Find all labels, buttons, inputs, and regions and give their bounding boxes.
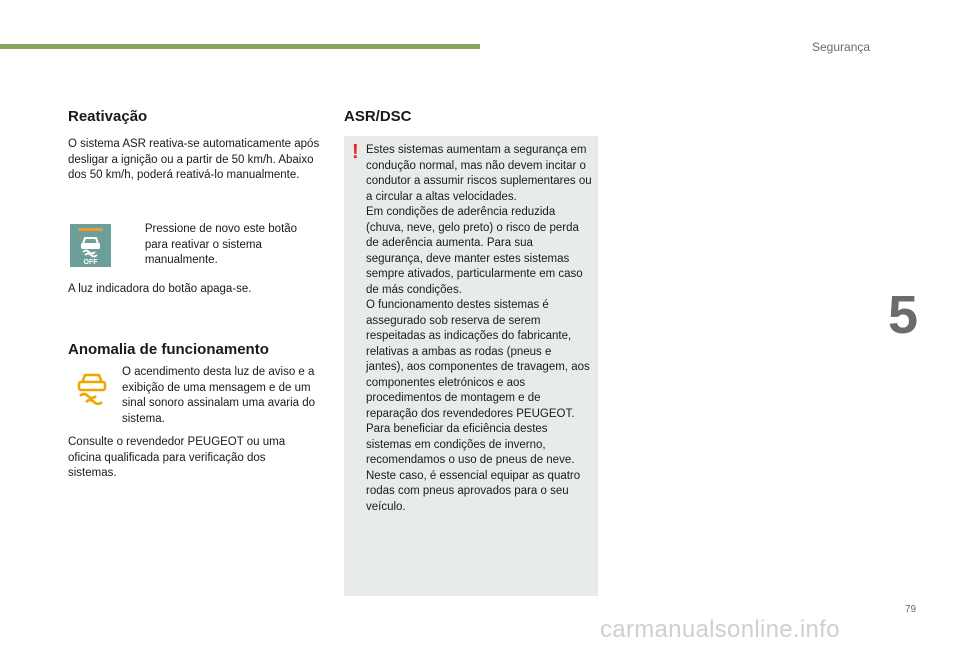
indicator-note: A luz indicadora do botão apaga-se.: [68, 283, 252, 295]
alert-icon: !: [352, 141, 359, 163]
instruction-item: [124, 222, 314, 269]
instruction-text: Pressione de novo este botão para reativar o sistema manualmente.: [144, 223, 298, 266]
reativacao-body: O sistema ASR reativa-se automaticamente após desligar a ignição ou a partir de 50 km/h. Abaixo dos 50 km/h, poderá reativá-lo manualmente.: [68, 138, 320, 181]
page-number: 79: [905, 604, 917, 615]
chapter-number: 5: [888, 285, 919, 345]
reativacao-heading: Reativação: [68, 108, 148, 125]
section-title: Segurança: [812, 40, 871, 54]
warning-box-text: Estes sistemas aumentam a segurança em condução normal, mas não devem incitar o condutor a assumir riscos suplementares ou a circular a altas velocidades. Em condições de aderência reduzida (chuva, neve, gelo preto) o risco de perda de aderência aumenta. Para sua segurança, deve manter estes sistemas sempre ativados, particularmente em caso de más condições. O funcionamento destes sistemas é assegurado sob reserva de serem respeitadas as indicações do fabricante, relativas a ambas as rodas (pneus e jantes), aos componentes de travagem, aos componentes eletrónicos e aos procedimentos de montagem e de reparação dos revendedores PEUGEOT. Para beneficiar da eficiência destes sistemas em condições de inverno, recomendamos o uso de pneus de neve. Neste caso, é essencial equipar as quatro rodas com pneus aprovados para o seu veículo.: [366, 144, 592, 513]
anomalia-body: O acendimento desta luz de aviso e a exibição de uma mensagem e de um sinal sonoro assinalam uma avaria do sistema.: [122, 366, 316, 425]
bullet-icon: [124, 222, 145, 269]
asr-off-button-icon: [70, 224, 111, 267]
off-label: OFF: [83, 259, 98, 266]
header-accent-bar: [0, 44, 480, 49]
consult-note: Consulte o revendedor PEUGEOT ou uma oficina qualificada para verificação dos sistemas.: [68, 436, 286, 479]
anomalia-heading: Anomalia de funcionamento: [68, 341, 269, 358]
asr-dsc-heading: ASR/DSC: [344, 108, 412, 125]
watermark: carmanualsonline.info: [600, 616, 840, 643]
traction-warning-icon: [74, 369, 110, 405]
